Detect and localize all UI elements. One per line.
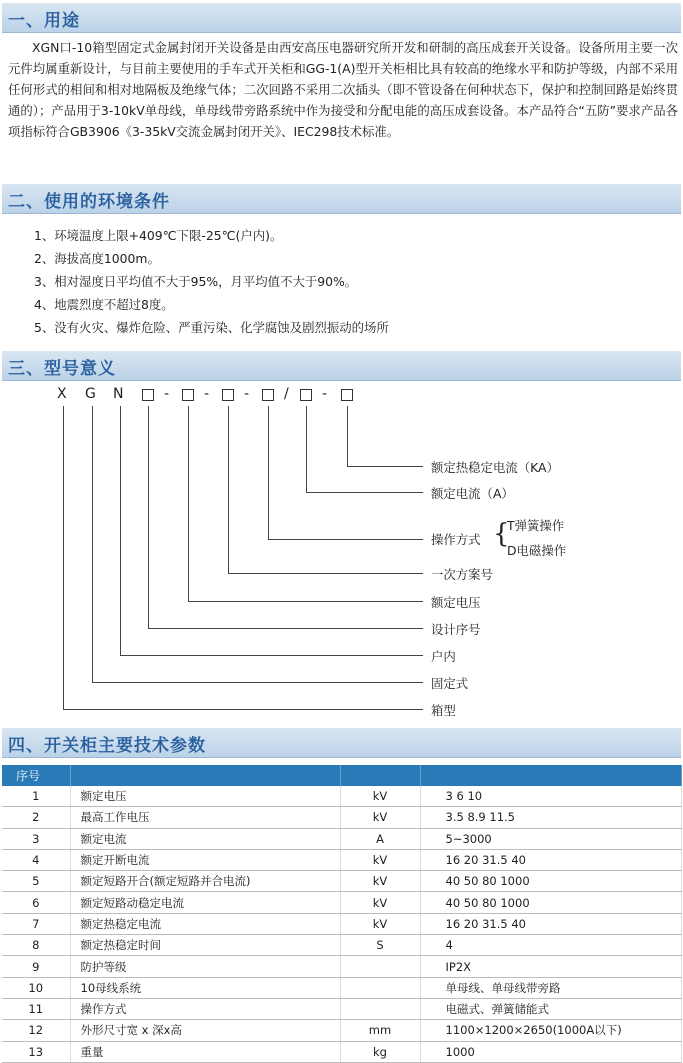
row-unit: kV: [340, 807, 420, 828]
connector-line: [63, 709, 423, 710]
row-value: 40 50 80 1000: [420, 871, 681, 892]
table-row: [2, 998, 681, 1019]
model-char-x: X: [57, 386, 67, 402]
label-rated-current: 额定电流（A）: [431, 486, 514, 501]
section-title: 一、用途: [8, 11, 80, 31]
section-title: 四、开关柜主要技术参数: [8, 736, 206, 756]
connector-line: [188, 406, 189, 601]
row-number: 12: [2, 1020, 70, 1041]
row-parameter-name: 额定热稳定电流: [70, 913, 340, 934]
connector-line: [268, 406, 269, 539]
row-parameter-name: 最高工作电压: [70, 807, 340, 828]
row-value: 1100×1200×2650(1000A以下): [420, 1020, 681, 1041]
env-item: 4、地震烈度不超过8度。: [34, 297, 174, 312]
model-box: [262, 389, 274, 401]
model-dash: -: [322, 386, 328, 402]
table-row: [2, 935, 681, 956]
section-header-usage: [2, 3, 681, 33]
row-value: 40 50 80 1000: [420, 892, 681, 913]
connector-line: [306, 492, 423, 493]
model-box: [341, 389, 353, 401]
model-dash: -: [244, 386, 250, 402]
row-parameter-name: 操作方式: [70, 998, 340, 1019]
row-unit: mm: [340, 1020, 420, 1041]
env-item: 5、没有火灾、爆炸危险、严重污染、化学腐蚀及剧烈振动的场所: [34, 320, 389, 335]
model-dash: -: [204, 386, 210, 402]
connector-line: [306, 406, 307, 492]
table-row: [2, 807, 681, 828]
connector-line: [228, 573, 423, 574]
table-row: [2, 828, 681, 849]
row-unit: kg: [340, 1041, 420, 1062]
connector-line: [92, 682, 423, 683]
row-parameter-name: 重量: [70, 1041, 340, 1062]
connector-line: [347, 406, 348, 466]
row-number: 11: [2, 998, 70, 1019]
header-cell: [420, 765, 681, 786]
section-header-parameters: [2, 728, 681, 758]
env-item: 1、环境温度上限+409℃下限-25℃(户内)。: [34, 228, 283, 243]
row-number: 9: [2, 956, 70, 977]
model-char-g: G: [85, 386, 96, 402]
connector-line: [148, 628, 423, 629]
usage-paragraph: XGN口-10箱型固定式金属封闭开关设备是由西安高压电器研究所开发和研制的高压成套开关设备。设备所用主要一次元件均属重新设计，与目前主要使用的手车式开关柜和GG-1(A)型开关柜相比具有较高的绝缘水平和防护等级，内部不采用任何形式的相间和相对地隔板及绝缘气体；二次回路不采用二次插头（即不管设备在何种状态下，保护和控制回路是始终贯通的）；产品用于3-10kV单母线，单母线带旁路系统中作为接受和分配电能的高压成套设备。本产品符合“五防”要求产品各项指标符合GB3906《3-35kV交流金属封闭开关》、IEC298技术标准。: [8, 40, 678, 139]
header-cell: [340, 765, 420, 786]
model-box: [182, 389, 194, 401]
row-parameter-name: 额定电流: [70, 828, 340, 849]
row-parameter-name: 额定开断电流: [70, 849, 340, 870]
section-title: 二、使用的环境条件: [8, 192, 170, 212]
table-row: [2, 871, 681, 892]
label-indoor: 户内: [431, 649, 456, 664]
label-operation-mode: 操作方式: [431, 532, 481, 547]
row-unit: kV: [340, 786, 420, 807]
connector-line: [188, 601, 423, 602]
model-box: [142, 389, 154, 401]
table-row: [2, 1041, 681, 1062]
row-number: 13: [2, 1041, 70, 1062]
connector-line: [148, 406, 149, 628]
row-value: 电磁式、弹簧储能式: [420, 998, 681, 1019]
model-dash: -: [164, 386, 170, 402]
model-box: [222, 389, 234, 401]
row-unit: kV: [340, 892, 420, 913]
table-header-row: [2, 765, 681, 786]
row-number: 8: [2, 935, 70, 956]
row-number: 4: [2, 849, 70, 870]
model-box: [300, 389, 312, 401]
row-value: 3.5 8.9 11.5: [420, 807, 681, 828]
label-rated-voltage: 额定电压: [431, 595, 481, 610]
operation-option-electromagnetic: D电磁操作: [507, 543, 567, 558]
row-value: 16 20 31.5 40: [420, 849, 681, 870]
label-box-type: 箱型: [431, 703, 456, 718]
table-row: [2, 849, 681, 870]
row-value: 4: [420, 935, 681, 956]
row-unit: S: [340, 935, 420, 956]
row-parameter-name: 额定电压: [70, 786, 340, 807]
section-header-model: [2, 351, 681, 381]
connector-line: [268, 539, 423, 540]
row-value: 16 20 31.5 40: [420, 913, 681, 934]
row-parameter-name: 额定短路开合(额定短路并合电流): [70, 871, 340, 892]
row-number: 2: [2, 807, 70, 828]
parameters-table: [2, 765, 682, 1063]
row-number: 10: [2, 977, 70, 998]
row-unit: kV: [340, 849, 420, 870]
brace-symbol: {: [493, 519, 510, 549]
section-header-environment: [2, 184, 681, 214]
connector-line: [120, 655, 423, 656]
row-value: 1000: [420, 1041, 681, 1062]
row-value: 单母线、单母线带旁路: [420, 977, 681, 998]
label-rated-thermal-current: 额定热稳定电流（KA）: [431, 460, 559, 475]
connector-line: [228, 406, 229, 573]
connector-line: [92, 406, 93, 682]
table-row: [2, 956, 681, 977]
row-value: 5~3000: [420, 828, 681, 849]
row-unit: [340, 977, 420, 998]
label-fixed-type: 固定式: [431, 676, 469, 691]
row-unit: kV: [340, 871, 420, 892]
row-parameter-name: 10母线系统: [70, 977, 340, 998]
env-item: 3、相对湿度日平均值不大于95%，月平均值不大于90%。: [34, 274, 358, 289]
row-parameter-name: 防护等级: [70, 956, 340, 977]
connector-line: [120, 406, 121, 655]
connector-line: [63, 406, 64, 709]
row-number: 3: [2, 828, 70, 849]
header-cell: [70, 765, 340, 786]
row-parameter-name: 外形尺寸宽 x 深x高: [70, 1020, 340, 1041]
row-unit: kV: [340, 913, 420, 934]
env-item: 2、海拔高度1000m。: [34, 251, 160, 266]
row-number: 6: [2, 892, 70, 913]
row-number: 5: [2, 871, 70, 892]
row-value: 3 6 10: [420, 786, 681, 807]
label-design-serial: 设计序号: [431, 622, 481, 637]
row-unit: A: [340, 828, 420, 849]
table-row: [2, 977, 681, 998]
model-slash: /: [284, 386, 289, 402]
label-primary-scheme: 一次方案号: [431, 567, 493, 582]
row-parameter-name: 额定热稳定时间: [70, 935, 340, 956]
table-row: [2, 786, 681, 807]
table-row: [2, 892, 681, 913]
row-number: 1: [2, 786, 70, 807]
connector-line: [347, 466, 423, 467]
row-unit: [340, 998, 420, 1019]
operation-option-spring: T弹簧操作: [507, 518, 565, 533]
table-row: [2, 913, 681, 934]
section-title: 三、型号意义: [8, 359, 116, 379]
row-parameter-name: 额定短路动稳定电流: [70, 892, 340, 913]
row-unit: [340, 956, 420, 977]
model-char-n: N: [113, 386, 124, 402]
row-value: IP2X: [420, 956, 681, 977]
row-number: 7: [2, 913, 70, 934]
table-row: [2, 1020, 681, 1041]
header-serial-number: 序号: [2, 765, 70, 786]
